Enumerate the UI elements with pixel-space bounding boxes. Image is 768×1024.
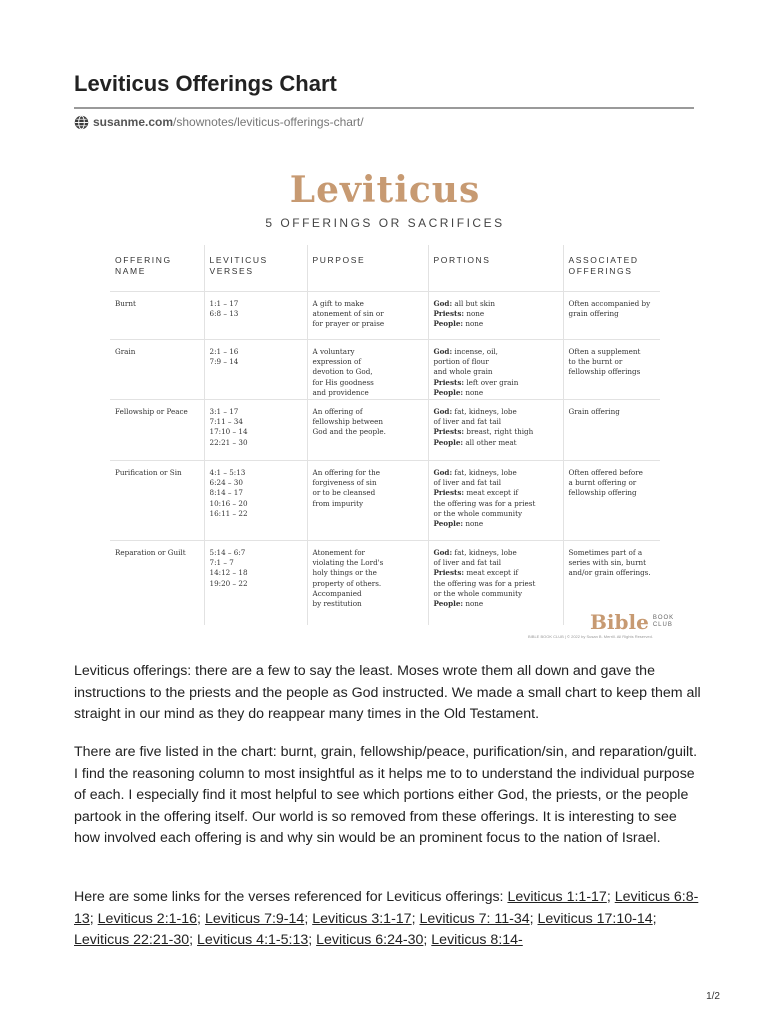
globe-icon [74,115,89,130]
portion-line [434,347,559,357]
verse-ref: 10:16 – 20 [209,498,248,508]
verse-link[interactable]: Leviticus 2:1-16 [97,910,198,927]
portion-text: the offering was for a priest [433,578,536,588]
associated-line: a burnt offering or [568,478,637,488]
verses-cell [204,541,307,625]
portion-line [434,388,559,398]
verse-link[interactable]: Leviticus 17:10-14 [537,910,653,927]
portions-cell [428,292,563,340]
logo-word: Bible [590,610,649,634]
portion-recipient: Priests: [433,568,465,578]
associated-line: Grain offering [568,407,620,416]
table-row [110,461,660,541]
verse-ref: 19:20 – 22 [209,578,248,588]
portion-recipient: God: [433,407,453,416]
portion-recipient: Priests: [433,488,465,498]
portion-recipient: God: [433,548,453,557]
verse-ref: 3:1 – 17 [209,407,239,416]
offering-name-cell [110,340,204,400]
portion-line [434,488,559,498]
purpose-line: expression of [312,357,362,367]
portion-text: the offering was for a priest [433,498,536,508]
offering-name-cell [110,541,204,625]
logo-subtext-line: CLUB [652,622,673,628]
purpose-line: A gift to make [312,299,364,308]
purpose-line: Accompanied [312,588,362,598]
offerings-table-body [110,292,660,625]
portion-recipient: God: [433,347,453,356]
purpose-cell [307,461,428,541]
purpose-line: violating the Lord's [312,558,384,568]
associated-line: fellowship offering [568,488,637,498]
purpose-line: Atonement for [312,548,365,557]
column-header: PORTIONS [428,245,563,292]
portion-text: breast, right thigh [464,427,534,437]
associated-cell [563,340,660,400]
portion-line [434,438,559,448]
portions-cell [428,541,563,625]
offering-name: Grain [115,347,136,356]
table-row [110,541,660,625]
purpose-line: property of others. [312,578,382,588]
verse-links: Leviticus 1:1-17; Leviticus 6:8-13; Leviticus 2:1-16; Leviticus 7:9-14; Leviticus 3:1-17; Leviticus 7: 11-34; Leviticus 17:10-14; Leviticus 22:21-30; Leviticus 4:1-5:13; Leviticus 6:24-30; Leviticus 8:14- [74,889,699,948]
column-header: ASSOCIATED OFFERINGS [563,245,660,292]
verse-ref: 7:11 – 34 [209,417,243,427]
portion-text: and whole grain [433,367,493,377]
purpose-line: devotion to God, [312,367,373,377]
verse-ref: 16:11 – 22 [209,508,248,518]
portions-cell [428,340,563,400]
verse-link[interactable]: Leviticus 6:8-13 [74,889,699,927]
offering-name: Reparation or Guilt [115,548,186,557]
portion-recipient: People: [433,387,464,397]
portion-line [434,427,559,437]
verse-link[interactable]: Leviticus 8:14- [431,932,523,948]
logo-subtext [653,615,674,629]
source-domain[interactable]: susanme.com [93,115,174,129]
associated-line: Often a supplement [568,347,641,356]
logo-subtext-line: BOOK [652,615,675,621]
portion-recipient: People: [433,599,464,609]
purpose-line: An offering of [312,407,363,416]
portion-text: or the whole community [433,508,523,518]
portion-line [434,378,559,388]
verses-cell [204,340,307,400]
page-title: Leviticus Offerings Chart [74,71,337,96]
verse-ref: 6:24 – 30 [209,478,243,488]
verse-ref: 4:1 – 5:13 [209,468,246,477]
purpose-line: forgiveness of sin [312,478,377,488]
portion-line [434,417,559,427]
verse-links-paragraph [74,887,704,952]
portion-line [434,519,559,529]
portion-text: all other meat [463,437,517,447]
purpose-line: and providence [312,387,369,397]
associated-line: series with sin, burnt [568,558,647,568]
verse-link[interactable]: Leviticus 4:1-5:13 [197,932,309,948]
title-divider [74,107,694,109]
portion-text: or the whole community [433,588,523,598]
offering-name-cell [110,461,204,541]
portion-line [434,599,559,609]
verse-ref: 17:10 – 14 [209,427,248,437]
verse-ref: 22:21 – 30 [209,437,248,447]
verse-ref: 1:1 – 17 [209,299,239,308]
body-paragraph: Leviticus offerings: there are a few to say the least. Moses wrote them all down and gave the instructions to the priests and the people as God instructed. We made a small chart to keep them all straight in our mind as they do reappear many times in the Old Testament. [74,663,701,722]
portion-text: fat, kidneys, lobe [452,468,517,477]
portion-line [434,509,559,519]
portion-text: fat, kidneys, lobe [452,548,517,557]
purpose-line: fellowship between [312,417,384,427]
portion-recipient: People: [433,519,464,529]
portion-text: of liver and fat tail [433,478,502,488]
source-url[interactable] [74,114,364,130]
purpose-cell [307,340,428,400]
purpose-line: or to be cleansed [312,488,376,498]
associated-line: Sometimes part of a [568,548,643,557]
verse-link[interactable]: Leviticus 22:21-30 [74,932,190,948]
associated-line: Often accompanied by [568,299,651,308]
verse-ref: 6:8 – 13 [209,309,239,319]
portion-recipient: Priests: [433,377,465,387]
associated-cell [563,292,660,340]
portion-recipient: Priests: [433,309,465,319]
purpose-line: for prayer or praise [312,319,385,329]
verse-ref: 8:14 – 17 [209,488,243,498]
portion-line [434,468,559,478]
portion-recipient: God: [433,299,453,308]
table-row [110,400,660,461]
portion-recipient: People: [433,437,464,447]
verse-ref: 2:1 – 16 [209,347,239,356]
purpose-line: by restitution [312,599,362,609]
associated-line: grain offering [568,309,619,319]
associated-cell [563,461,660,541]
portion-line [434,478,559,488]
offering-name-cell [110,400,204,461]
portion-text: meat except if [464,488,519,498]
offering-name-cell [110,292,204,340]
verses-cell [204,461,307,541]
portion-line [434,319,559,329]
page-number: 1/2 [706,991,720,1002]
purpose-line: holy things or the [312,568,377,578]
links-intro: Here are some links for the verses referenced for Leviticus offerings: [74,889,508,905]
column-header: OFFERING NAME [110,245,204,292]
verse-link[interactable]: Leviticus 1:1-17 [507,889,607,905]
portion-line [434,558,559,568]
portion-recipient: God: [433,468,453,477]
portion-line [434,499,559,509]
purpose-cell [307,400,428,461]
verse-ref: 7:1 – 7 [209,558,234,568]
purpose-line: An offering for the [312,468,381,477]
body-paragraph: There are five listed in the chart: burnt, grain, fellowship/peace, purification/sin, and reparation/guilt. I find the reasoning column to most insightful as it helps me to to understand the individual purpose of each. I especially find it most helpful to see which portions either God, the priests, or the people partook in the offering itself. Our world is so removed from these offerings. It is interesting to see how involved each offering is and why sin would be an prominent focus to the nation of Israel. [74,744,698,846]
portion-text: fat, kidneys, lobe [452,407,517,416]
verse-link[interactable]: Leviticus 3:1-17 [312,910,412,927]
portion-line [434,367,559,377]
associated-line: and/or grain offerings. [568,568,651,578]
associated-cell [563,400,660,461]
portion-text: none [463,519,484,529]
portion-text: meat except if [464,568,519,578]
column-header: PURPOSE [307,245,428,292]
portions-cell [428,400,563,461]
table-row [110,292,660,340]
chart-copyright: BIBLE BOOK CLUB | © 2022 by Susan B. Merrill. All Rights Reserved. [528,634,653,639]
offering-name: Burnt [115,299,136,308]
offering-name: Fellowship or Peace [115,407,188,416]
associated-line: Often offered before [568,468,643,477]
offerings-chart-image [100,155,680,645]
verses-cell [204,400,307,461]
source-path[interactable]: /shownotes/leviticus-offerings-chart/ [173,115,364,129]
column-header: LEVITICUS VERSES [204,245,307,292]
verse-link[interactable]: Leviticus 6:24-30 [316,932,424,948]
portion-line [434,357,559,367]
portion-text: left over grain [464,377,519,387]
portion-recipient: Priests: [433,427,465,437]
verse-ref: 5:14 – 6:7 [209,548,246,557]
purpose-line: A voluntary [312,347,355,356]
verse-ref: 14:12 – 18 [209,568,248,578]
verses-cell [204,292,307,340]
portion-recipient: People: [433,319,464,329]
associated-line: to the burnt or [568,357,623,367]
portion-line [434,548,559,558]
table-header-row [110,245,660,292]
chart-title: Leviticus [289,169,481,211]
purpose-line: from impurity [312,498,364,508]
offerings-table [110,245,660,625]
purpose-cell [307,292,428,340]
portion-text: portion of flour [433,357,489,367]
portion-line [434,589,559,599]
chart-subtitle: 5 OFFERINGS OR SACRIFICES [265,216,505,230]
portion-text: none [463,319,484,329]
purpose-cell [307,541,428,625]
portion-text: all but skin [452,299,495,308]
portion-line [434,299,559,309]
portion-text: of liver and fat tail [433,417,502,427]
bible-book-club-logo [590,610,674,634]
portion-text: none [464,309,485,319]
table-row [110,340,660,400]
portion-text: none [463,387,484,397]
portion-text: none [463,599,484,609]
portion-line [434,309,559,319]
offering-name: Purification or Sin [115,468,182,477]
associated-line: fellowship offerings [568,367,641,377]
purpose-line: for His goodness [312,377,374,387]
portion-text: of liver and fat tail [433,558,502,568]
verse-link[interactable]: Leviticus 7: 11-34 [419,910,530,927]
verse-ref: 7:9 – 14 [209,357,239,367]
verse-link[interactable]: Leviticus 7:9-14 [204,910,305,927]
portions-cell [428,461,563,541]
portion-line [434,579,559,589]
portion-text: incense, oil, [452,347,498,356]
portion-line [434,407,559,417]
purpose-line: God and the people. [312,427,386,437]
purpose-line: atonement of sin or [312,309,384,319]
portion-line [434,568,559,578]
